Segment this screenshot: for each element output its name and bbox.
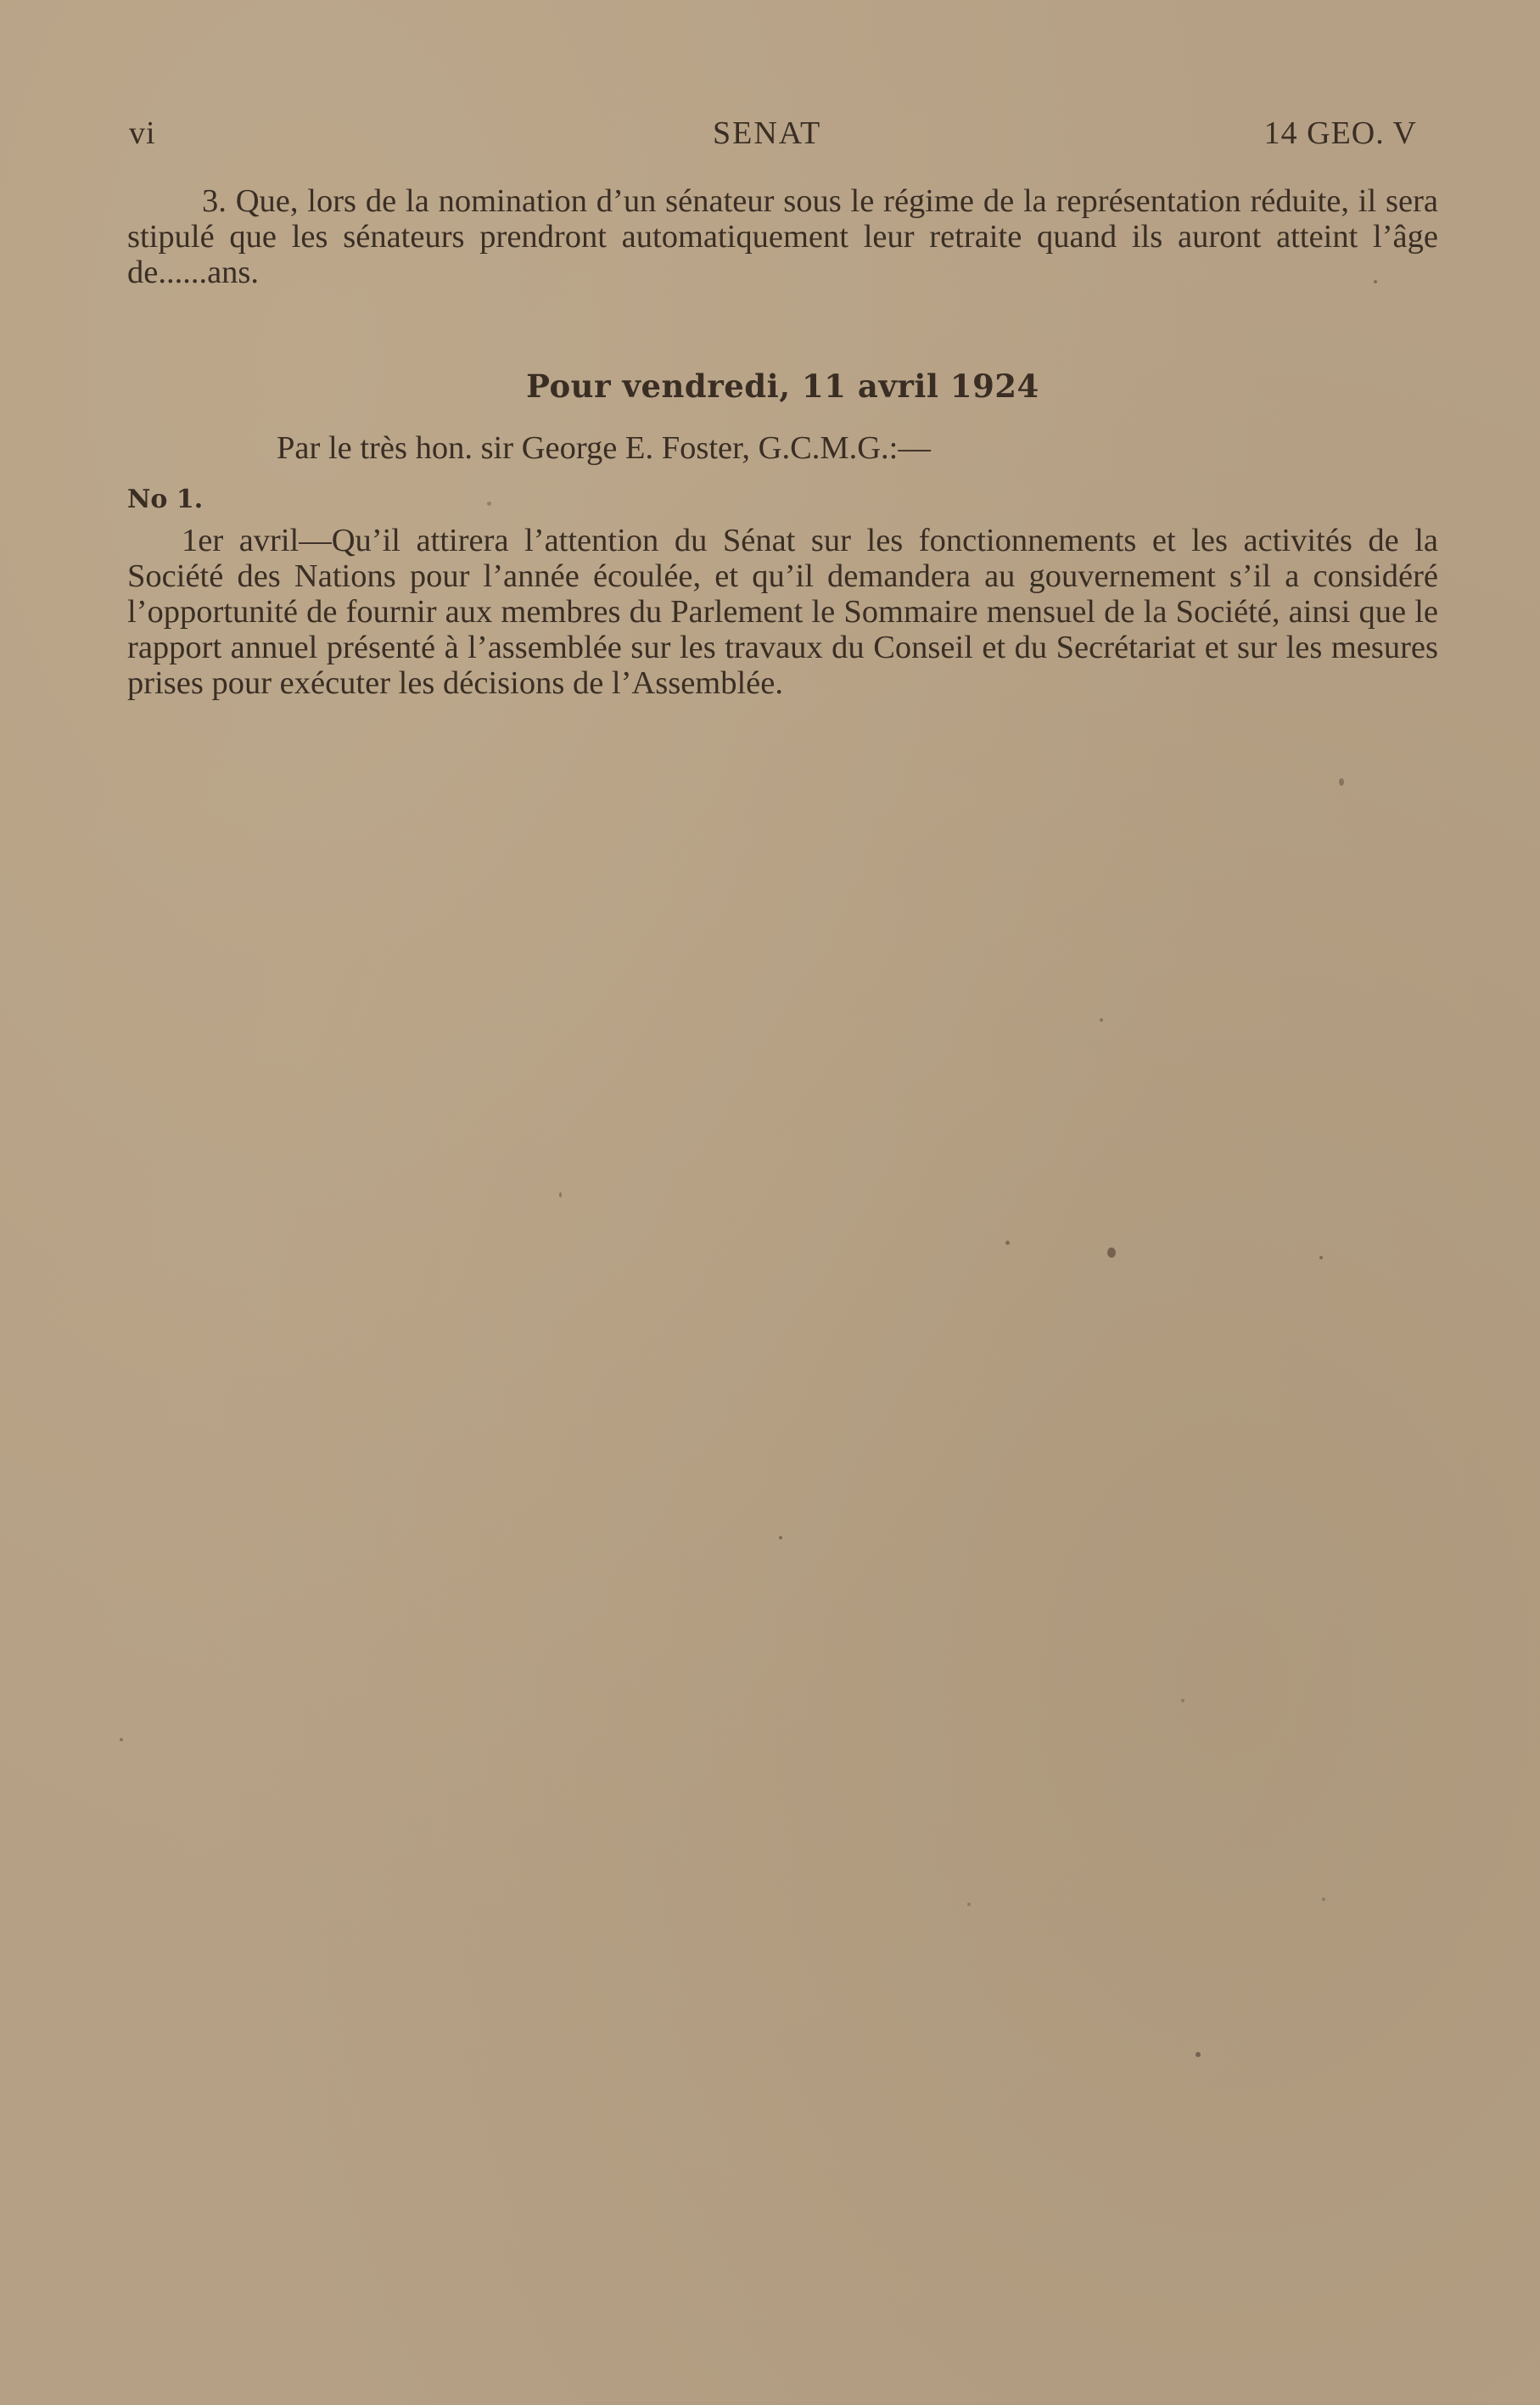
section-heading: Pour vendredi, 11 avril 1924 [526,367,1039,405]
section-byline: Par le très hon. sir George E. Foster, G.C.M.G.:— [277,430,931,466]
paper-speck [1339,778,1344,786]
header-volume: 14 GEO. V [1263,115,1417,151]
paper-speck [1319,1256,1323,1259]
paper-speck [559,1192,562,1197]
header-title: SENAT [713,115,822,151]
paper-speck [1196,2052,1201,2057]
paragraph-3: 3. Que, lors de la nomination d’un sénateur sous le régime de la représentation réduite, il sera stipulé que les sénateurs prendront automatiquement leur retraite quand ils auront atteint l’âge de......ans. [127,183,1438,290]
paper-speck [967,1903,971,1906]
paper-speck [779,1536,782,1539]
paper-speck [120,1738,123,1741]
running-head [127,115,1451,157]
paper-speck [1107,1247,1116,1258]
paper-speck [1374,280,1377,283]
paper-speck [1322,1898,1325,1901]
page-number: vi [129,115,156,151]
paper-speck [1181,1699,1184,1702]
item-number: No 1. [127,485,204,514]
paper-speck [1005,1241,1010,1245]
paper-speck [487,502,491,506]
item-text: 1er avril—Qu’il attirera l’attention du Sénat sur les fonctionnements et les activités de la Société des Nations pour l’année écoulée, et qu’il demandera au gouvernement s’il a considéré l’opportunité de fournir aux membres du Parlement le Sommaire mensuel de la Société, ainsi que le rapport annuel présenté à l’assemblée sur les travaux du Conseil et du Secrétariat et sur les mesures prises pour exécuter les décisions de l’Assemblée. [127,523,1438,701]
paper-speck [1100,1018,1103,1022]
